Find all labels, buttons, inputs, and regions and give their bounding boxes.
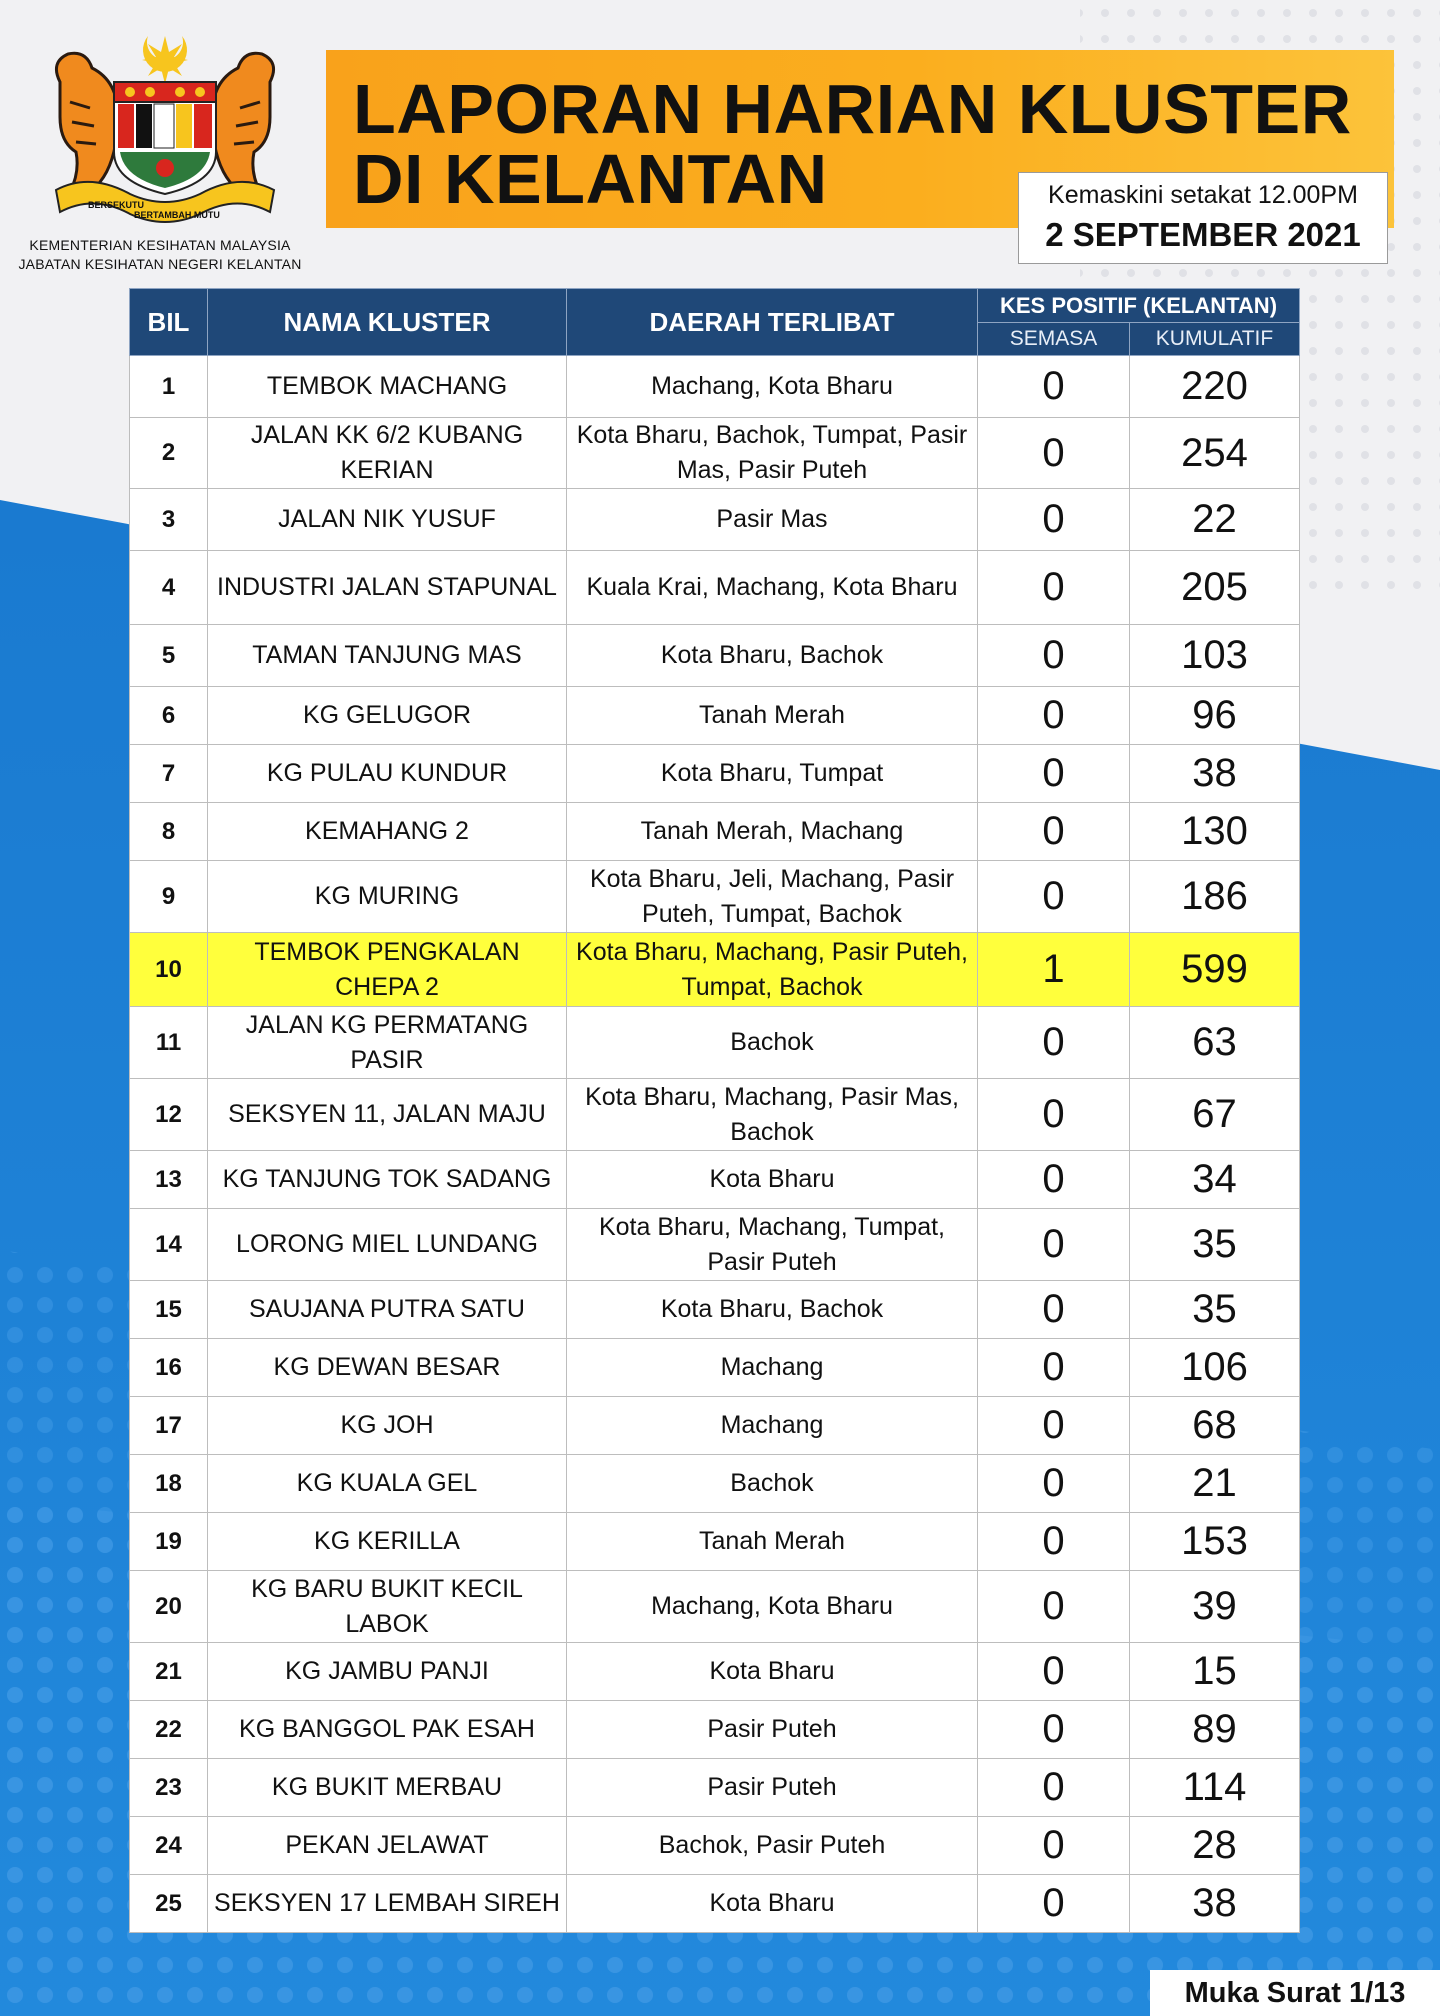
cell-kumulatif: 15: [1130, 1643, 1300, 1701]
cell-semasa: 0: [978, 625, 1130, 687]
cell-semasa: 0: [978, 1571, 1130, 1643]
table-row: [130, 1817, 1300, 1875]
header-kumulatif: KUMULATIF: [1130, 323, 1300, 356]
table-row: [130, 1397, 1300, 1455]
cell-daerah-terlibat: Kota Bharu, Bachok, Tumpat, Pasir Mas, Pasir Puteh: [567, 418, 978, 489]
cell-semasa: 0: [978, 1281, 1130, 1339]
cell-nama-kluster: SEKSYEN 11, JALAN MAJU: [208, 1079, 567, 1151]
cell-kumulatif: 254: [1130, 418, 1300, 489]
cell-kumulatif: 35: [1130, 1209, 1300, 1281]
cell-kumulatif: 67: [1130, 1079, 1300, 1151]
cell-bil: 23: [130, 1759, 208, 1817]
cell-kumulatif: 22: [1130, 489, 1300, 551]
cell-nama-kluster: INDUSTRI JALAN STAPUNAL: [208, 551, 567, 625]
cell-bil: 11: [130, 1007, 208, 1079]
cell-bil: 21: [130, 1643, 208, 1701]
table-row: [130, 1875, 1300, 1933]
cell-nama-kluster: JALAN NIK YUSUF: [208, 489, 567, 551]
table-row: [130, 1079, 1300, 1151]
cell-nama-kluster: LORONG MIEL LUNDANG: [208, 1209, 567, 1281]
cell-nama-kluster: TAMAN TANJUNG MAS: [208, 625, 567, 687]
cell-daerah-terlibat: Kota Bharu: [567, 1151, 978, 1209]
cell-nama-kluster: TEMBOK PENGKALAN CHEPA 2: [208, 933, 567, 1007]
cell-bil: 9: [130, 861, 208, 933]
cell-semasa: 0: [978, 356, 1130, 418]
cell-semasa: 0: [978, 1513, 1130, 1571]
cell-nama-kluster: KG KERILLA: [208, 1513, 567, 1571]
cell-kumulatif: 38: [1130, 745, 1300, 803]
cell-bil: 14: [130, 1209, 208, 1281]
cell-kumulatif: 599: [1130, 933, 1300, 1007]
table-row: [130, 551, 1300, 625]
header-nama-kluster: NAMA KLUSTER: [208, 289, 567, 356]
cell-kumulatif: 205: [1130, 551, 1300, 625]
header-bil: BIL: [130, 289, 208, 356]
cell-semasa: 0: [978, 1007, 1130, 1079]
cell-daerah-terlibat: Bachok: [567, 1007, 978, 1079]
cell-semasa: 0: [978, 1701, 1130, 1759]
cell-bil: 13: [130, 1151, 208, 1209]
table-row: [130, 356, 1300, 418]
cell-bil: 4: [130, 551, 208, 625]
cell-daerah-terlibat: Machang, Kota Bharu: [567, 1571, 978, 1643]
cell-semasa: 0: [978, 861, 1130, 933]
cell-nama-kluster: TEMBOK MACHANG: [208, 356, 567, 418]
cell-semasa: 0: [978, 551, 1130, 625]
cell-nama-kluster: KG BARU BUKIT KECIL LABOK: [208, 1571, 567, 1643]
table-row: [130, 625, 1300, 687]
cell-nama-kluster: KG KUALA GEL: [208, 1455, 567, 1513]
cell-kumulatif: 96: [1130, 687, 1300, 745]
cell-kumulatif: 28: [1130, 1817, 1300, 1875]
cell-semasa: 0: [978, 1397, 1130, 1455]
table-row: [130, 1455, 1300, 1513]
cell-bil: 8: [130, 803, 208, 861]
table-row: [130, 803, 1300, 861]
cell-kumulatif: 63: [1130, 1007, 1300, 1079]
cell-semasa: 0: [978, 1339, 1130, 1397]
cell-bil: 5: [130, 625, 208, 687]
cell-kumulatif: 114: [1130, 1759, 1300, 1817]
cell-daerah-terlibat: Kota Bharu: [567, 1875, 978, 1933]
table-row: [130, 1339, 1300, 1397]
cell-daerah-terlibat: Kota Bharu, Bachok: [567, 625, 978, 687]
cell-daerah-terlibat: Kuala Krai, Machang, Kota Bharu: [567, 551, 978, 625]
cell-nama-kluster: KG JOH: [208, 1397, 567, 1455]
cell-semasa: 0: [978, 1455, 1130, 1513]
cell-kumulatif: 153: [1130, 1513, 1300, 1571]
cell-daerah-terlibat: Machang, Kota Bharu: [567, 356, 978, 418]
table-row: [130, 1007, 1300, 1079]
cell-semasa: 0: [978, 803, 1130, 861]
cell-bil: 19: [130, 1513, 208, 1571]
cell-kumulatif: 103: [1130, 625, 1300, 687]
cell-bil: 24: [130, 1817, 208, 1875]
update-info-box: [1018, 172, 1388, 264]
cell-nama-kluster: JALAN KG PERMATANG PASIR: [208, 1007, 567, 1079]
cell-nama-kluster: KG GELUGOR: [208, 687, 567, 745]
cell-nama-kluster: KG PULAU KUNDUR: [208, 745, 567, 803]
table-row: [130, 1281, 1300, 1339]
cell-bil: 15: [130, 1281, 208, 1339]
header-kes-positif: KES POSITIF (KELANTAN): [978, 289, 1300, 323]
cell-kumulatif: 39: [1130, 1571, 1300, 1643]
cell-bil: 17: [130, 1397, 208, 1455]
cell-daerah-terlibat: Bachok: [567, 1455, 978, 1513]
cell-kumulatif: 38: [1130, 1875, 1300, 1933]
cell-kumulatif: 220: [1130, 356, 1300, 418]
cell-daerah-terlibat: Machang: [567, 1339, 978, 1397]
cell-bil: 20: [130, 1571, 208, 1643]
table-row: [130, 1571, 1300, 1643]
page-title-line-1: LAPORAN HARIAN KLUSTER: [353, 70, 1352, 148]
header-daerah-terlibat: DAERAH TERLIBAT: [567, 289, 978, 356]
cell-daerah-terlibat: Kota Bharu: [567, 1643, 978, 1701]
cell-kumulatif: 68: [1130, 1397, 1300, 1455]
table-row: [130, 1513, 1300, 1571]
cell-semasa: 0: [978, 489, 1130, 551]
cell-nama-kluster: SEKSYEN 17 LEMBAH SIREH: [208, 1875, 567, 1933]
cell-bil: 7: [130, 745, 208, 803]
cell-semasa: 0: [978, 1643, 1130, 1701]
cell-daerah-terlibat: Pasir Puteh: [567, 1701, 978, 1759]
cell-bil: 1: [130, 356, 208, 418]
table-row: [130, 418, 1300, 489]
cell-kumulatif: 106: [1130, 1339, 1300, 1397]
cluster-table: [129, 288, 1300, 1933]
cell-kumulatif: 21: [1130, 1455, 1300, 1513]
cell-semasa: 0: [978, 745, 1130, 803]
ministry-name: [0, 236, 320, 274]
table-row: [130, 489, 1300, 551]
page-number-label: Muka Surat 1/13: [1150, 1970, 1440, 2016]
cell-semasa: 0: [978, 1759, 1130, 1817]
table-row: [130, 1759, 1300, 1817]
cell-daerah-terlibat: Kota Bharu, Machang, Tumpat, Pasir Puteh: [567, 1209, 978, 1281]
cell-semasa: 0: [978, 1151, 1130, 1209]
cell-semasa: 0: [978, 687, 1130, 745]
cell-nama-kluster: KG BUKIT MERBAU: [208, 1759, 567, 1817]
header-semasa: SEMASA: [978, 323, 1130, 356]
table-row: [130, 1209, 1300, 1281]
cell-daerah-terlibat: Kota Bharu, Jeli, Machang, Pasir Puteh, Tumpat, Bachok: [567, 861, 978, 933]
cell-kumulatif: 34: [1130, 1151, 1300, 1209]
table-row: [130, 745, 1300, 803]
cell-kumulatif: 89: [1130, 1701, 1300, 1759]
cell-bil: 22: [130, 1701, 208, 1759]
cell-daerah-terlibat: Tanah Merah, Machang: [567, 803, 978, 861]
cell-semasa: 0: [978, 418, 1130, 489]
ministry-line-2: JABATAN KESIHATAN NEGERI KELANTAN: [18, 256, 302, 272]
cell-kumulatif: 35: [1130, 1281, 1300, 1339]
cell-bil: 12: [130, 1079, 208, 1151]
cell-nama-kluster: KG TANJUNG TOK SADANG: [208, 1151, 567, 1209]
cell-semasa: 0: [978, 1875, 1130, 1933]
svg-text:BERSEKUTU: BERSEKUTU: [88, 200, 145, 210]
update-date: 2 SEPTEMBER 2021: [1045, 216, 1361, 253]
table-row: [130, 1643, 1300, 1701]
table-row: [130, 933, 1300, 1007]
cluster-table-body: [130, 356, 1300, 1933]
ministry-line-1: KEMENTERIAN KESIHATAN MALAYSIA: [29, 237, 291, 253]
cell-bil: 16: [130, 1339, 208, 1397]
cell-nama-kluster: KG DEWAN BESAR: [208, 1339, 567, 1397]
cluster-table-container: [129, 288, 1299, 1933]
cell-daerah-terlibat: Kota Bharu, Tumpat: [567, 745, 978, 803]
cell-semasa: 0: [978, 1079, 1130, 1151]
update-label: Kemaskini setakat 12.00PM: [1048, 181, 1358, 209]
cell-bil: 10: [130, 933, 208, 1007]
cell-nama-kluster: PEKAN JELAWAT: [208, 1817, 567, 1875]
cell-daerah-terlibat: Pasir Puteh: [567, 1759, 978, 1817]
cell-semasa: 1: [978, 933, 1130, 1007]
cell-bil: 18: [130, 1455, 208, 1513]
cell-daerah-terlibat: Kota Bharu, Bachok: [567, 1281, 978, 1339]
cell-nama-kluster: KG JAMBU PANJI: [208, 1643, 567, 1701]
cell-nama-kluster: JALAN KK 6/2 KUBANG KERIAN: [208, 418, 567, 489]
cell-daerah-terlibat: Tanah Merah: [567, 687, 978, 745]
svg-text:BERTAMBAH MUTU: BERTAMBAH MUTU: [134, 210, 220, 220]
cell-semasa: 0: [978, 1209, 1130, 1281]
page-title-line-2: DI KELANTAN: [353, 140, 828, 218]
cell-daerah-terlibat: Machang: [567, 1397, 978, 1455]
table-row: [130, 1151, 1300, 1209]
table-row: [130, 1701, 1300, 1759]
cell-daerah-terlibat: Kota Bharu, Machang, Pasir Mas, Bachok: [567, 1079, 978, 1151]
cell-nama-kluster: KG BANGGOL PAK ESAH: [208, 1701, 567, 1759]
cell-bil: 6: [130, 687, 208, 745]
cell-semasa: 0: [978, 1817, 1130, 1875]
cell-daerah-terlibat: Kota Bharu, Machang, Pasir Puteh, Tumpat, Bachok: [567, 933, 978, 1007]
cell-bil: 3: [130, 489, 208, 551]
cell-nama-kluster: KG MURING: [208, 861, 567, 933]
cell-bil: 25: [130, 1875, 208, 1933]
cell-bil: 2: [130, 418, 208, 489]
table-row: [130, 687, 1300, 745]
cell-daerah-terlibat: Tanah Merah: [567, 1513, 978, 1571]
cell-kumulatif: 130: [1130, 803, 1300, 861]
cell-daerah-terlibat: Pasir Mas: [567, 489, 978, 551]
table-row: [130, 861, 1300, 933]
cell-nama-kluster: SAUJANA PUTRA SATU: [208, 1281, 567, 1339]
malaysia-coat-of-arms-icon: [30, 22, 300, 232]
cell-daerah-terlibat: Bachok, Pasir Puteh: [567, 1817, 978, 1875]
cell-kumulatif: 186: [1130, 861, 1300, 933]
cell-nama-kluster: KEMAHANG 2: [208, 803, 567, 861]
